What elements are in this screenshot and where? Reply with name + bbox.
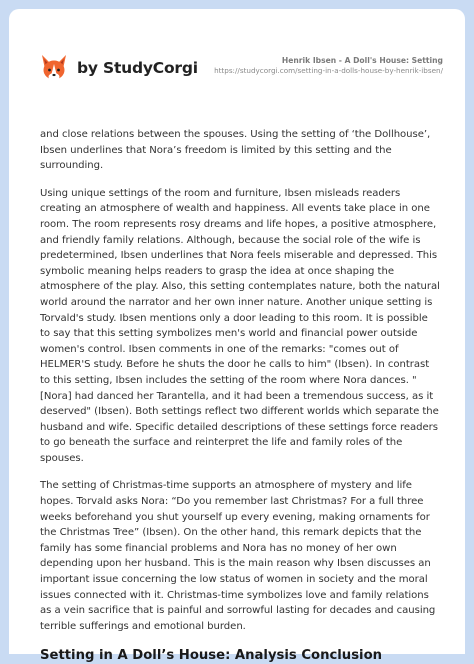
corgi-logo-icon — [39, 53, 69, 83]
section-heading: Setting in A Doll’s House: Analysis Conclusion — [40, 648, 383, 664]
source-info — [193, 55, 443, 76]
brand-name: by StudyCorgi — [77, 59, 198, 77]
source-url[interactable]: https://studycorgi.com/setting-in-a-dolls-house-by-henrik-ibsen/ — [214, 66, 443, 75]
source-title: Henrik Ibsen - A Doll's House: Setting — [281, 56, 443, 65]
studycorgi-logo[interactable] — [39, 53, 198, 83]
document-body — [40, 127, 440, 664]
document-page — [9, 9, 465, 664]
paragraph: Using unique settings of the room and furniture, Ibsen misleads readers creating an atmosphere of wealth and happiness. All events take place in one room. The room represents rosy dreams and life hopes, a positive atmosphere, and friendly family relations. Although, because the social role of the wife is predetermined, Ibsen underlines that Nora feels miserable and depressed. This symbolic meaning helps readers to grasp the idea at once shaping the atmosphere of the play. Also, this setting contemplates nature, both the natural world around the narrator and her own inner nature. Another unique setting is Torvald's study. Ibsen mentions only a door leading to this room. It is possible to say that this setting symbolizes men's world and financial power outside women's control. Ibsen comments in one of the remarks: "comes out of HELMER'S study. Before he shuts the door he calls to him" (Ibsen). In contrast to this setting, Ibsen includes the setting of the room where Nora dances. "[Nora] had danced her Tarantella, and it had been a tremendous success, as it deserved" (Ibsen). Both settings reflect two different worlds which separate the husband and wife. Specific detailed descriptions of these settings force readers to go beneath the surface and reinterpret the life and family roles of the spouses. — [40, 187, 440, 464]
paragraph: and close relations between the spouses. Using the setting of ‘the Dollhouse’, Ibsen underlines that Nora’s freedom is limited by this setting and the surrounding. — [40, 129, 431, 172]
paragraph: The setting of Christmas-time supports an atmosphere of mystery and life hopes. Torvald asks Nora: “Do you remember last Christmas? For a full three weeks beforehand you shut yourself up every evening, making ornaments for the Christmas Tree” (Ibsen). On the other hand, this remark depicts that the family has some financial problems and Nora has no money of her own depending upon her husband. This is the main reason why Ibsen discusses an important issue concerning the low status of women in society and the moral issues connected with it. Christmas-time symbolizes love and family relations as a vein sacrifice that is painful and sorrowful lasting for decades and causing terrible sufferings and emotional burden. — [40, 480, 436, 632]
page-header — [9, 9, 465, 109]
